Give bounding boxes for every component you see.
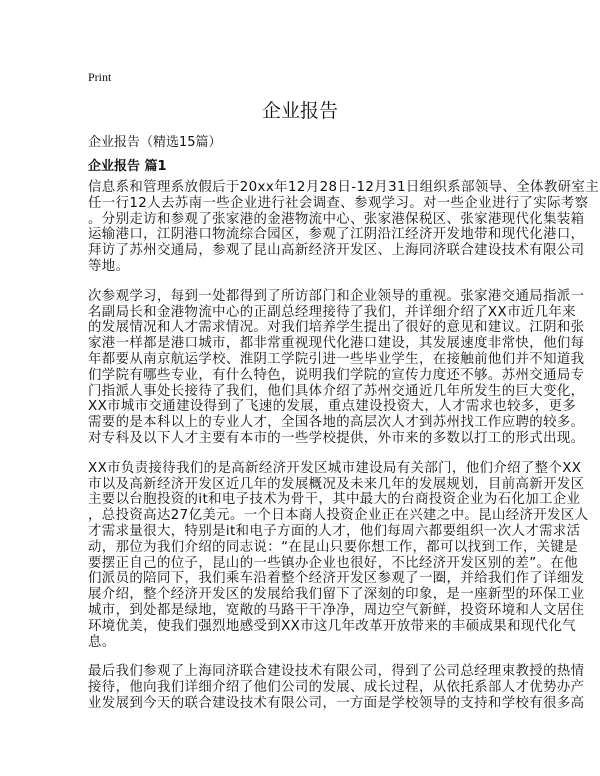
paragraph-line: 次参观学习，每到一处都得到了所访部门和企业领导的重视。张家港交通局指派一 [88,288,585,304]
paragraph-line: 拜访了苏州交通局，参观了昆山高新经济开发区、上海同济联合建设技术有限公司 [88,243,585,259]
paragraph [88,288,585,447]
paragraph-line: 最后我们参观了上海同济联合建设技术有限公司，得到了公司总经理束教授的热情 [88,664,585,680]
paragraph-line: 们学院有哪些专业，有什么特色，说明我们学院的宣传力度还不够。苏州交通局专 [88,367,585,383]
paragraph-line: 任一行12人去苏南一些企业进行社会调查、参观学习。对一些企业进行了实际考察 [88,195,589,211]
paragraph-line: 市以及高新经济开发区近几年的发展概况及未来几年的发展规划，目前高新开发区 [88,476,585,492]
document-body [88,180,600,726]
paragraph-line: ，总投资高达27亿美元。一个日本商人投资企业正在兴建之中。昆山经济开发区人 [88,508,589,524]
paragraph-line: XX市负责接待我们的是高新经济开发区城市建设局有关部门，他们介绍了整个XX [88,460,582,476]
section-heading: 企业报告 篇1 [88,159,167,174]
paragraph-line: 需要的是本科以上的专业人才，全国各地的高层次人才到苏州找工作应聘的较多。 [88,415,585,431]
paragraph [88,180,600,275]
paragraph-line: XX市城市交通建设得到了飞速的发展，重点建设投资大，人才需求也较多，更多 [88,399,577,415]
paragraph-line: 年都要从南京航运学校、淮阴工学院引进一些毕业学生，在接触前他们并不知道我 [88,351,585,367]
paragraph-line: 才需求量很大，特别是it和电子方面的人才，他们每周六都要组织一次人才需求活 [88,523,581,539]
paragraph-line: 业发展到今天的联合建设技术有限公司，一方面是学校领导的支持和学校有很多高 [88,695,585,711]
paragraph-line: 对专科及以下人才主要有本市的一些学校提供，外市来的多数以打工的形式出现。 [88,430,585,446]
paragraph-line: 名副局长和金港物流中心的正副总经理接待了我们，并详细介绍了XX市近几年来 [88,304,577,320]
document-title: 企业报告 [261,100,338,122]
paragraph-line: 运输港口，江阴港口物流综合园区，参观了江阴沿江经济开发地带和现代化港口， [88,227,585,243]
paragraph-line: 接待，他向我们详细介绍了他们公司的发展、成长过程，从依托系部人才优势办产 [88,680,585,696]
paragraph-line: 们派员的陪同下，我们乘车沿着整个经济开发区参观了一圈，并给我们作了详细发 [88,571,585,587]
paragraph-line: 城市，到处都是绿地，宽敞的马路干干净净，周边空气新鲜，投资环境和人文居住 [88,602,585,618]
paragraph-line: 的发展情况和人才需求情况。对我们培养学生提出了很好的意见和建议。江阴和张 [88,320,585,336]
paragraph-line: 息。 [88,634,116,650]
document-subtitle: 企业报告（精选15篇） [88,135,222,150]
paragraph [88,664,585,711]
paragraph-line: 家港一样都是港口城市，都非常重视现代化港口建设，其发展速度非常快，他们每 [88,336,585,352]
paragraph-line: 门指派人事处长接待了我们，他们具体介绍了苏州交通近几年所发生的巨大变化， [88,383,585,399]
paragraph-line: 动，那位为我们介绍的同志说：“在昆山只要你想工作，都可以找到工作，关键是 [88,539,579,555]
print-label: Print [88,70,112,84]
paragraph-line: 信息系和管理系放假后于20xx年12月28日-12月31日组织系部领导、全体教研室主 [88,180,600,195]
paragraph [88,460,589,651]
paragraph-line: 展介绍，整个经济开发区的发展给我们留下了深刻的印象，是一座新型的环保工业 [88,587,585,603]
paragraph-line: 等地。 [88,258,130,274]
paragraph-line: 环境优美，使我们强烈地感受到XX市这几年改革开放带来的丰硕成果和现代化气 [88,618,577,634]
paragraph-line: 要摆正自己的位子，昆山的一些镇办企业也很好，不比经济开发区别的差”。在他 [88,555,579,571]
paragraph-line: 主要以台胞投资的it和电子技术为骨干，其中最大的台商投资企业为石化加工企业 [88,492,581,508]
paragraph-line: 。分别走访和参观了张家港的金港物流中心、张家港保税区、张家港现代化集装箱 [88,211,585,227]
